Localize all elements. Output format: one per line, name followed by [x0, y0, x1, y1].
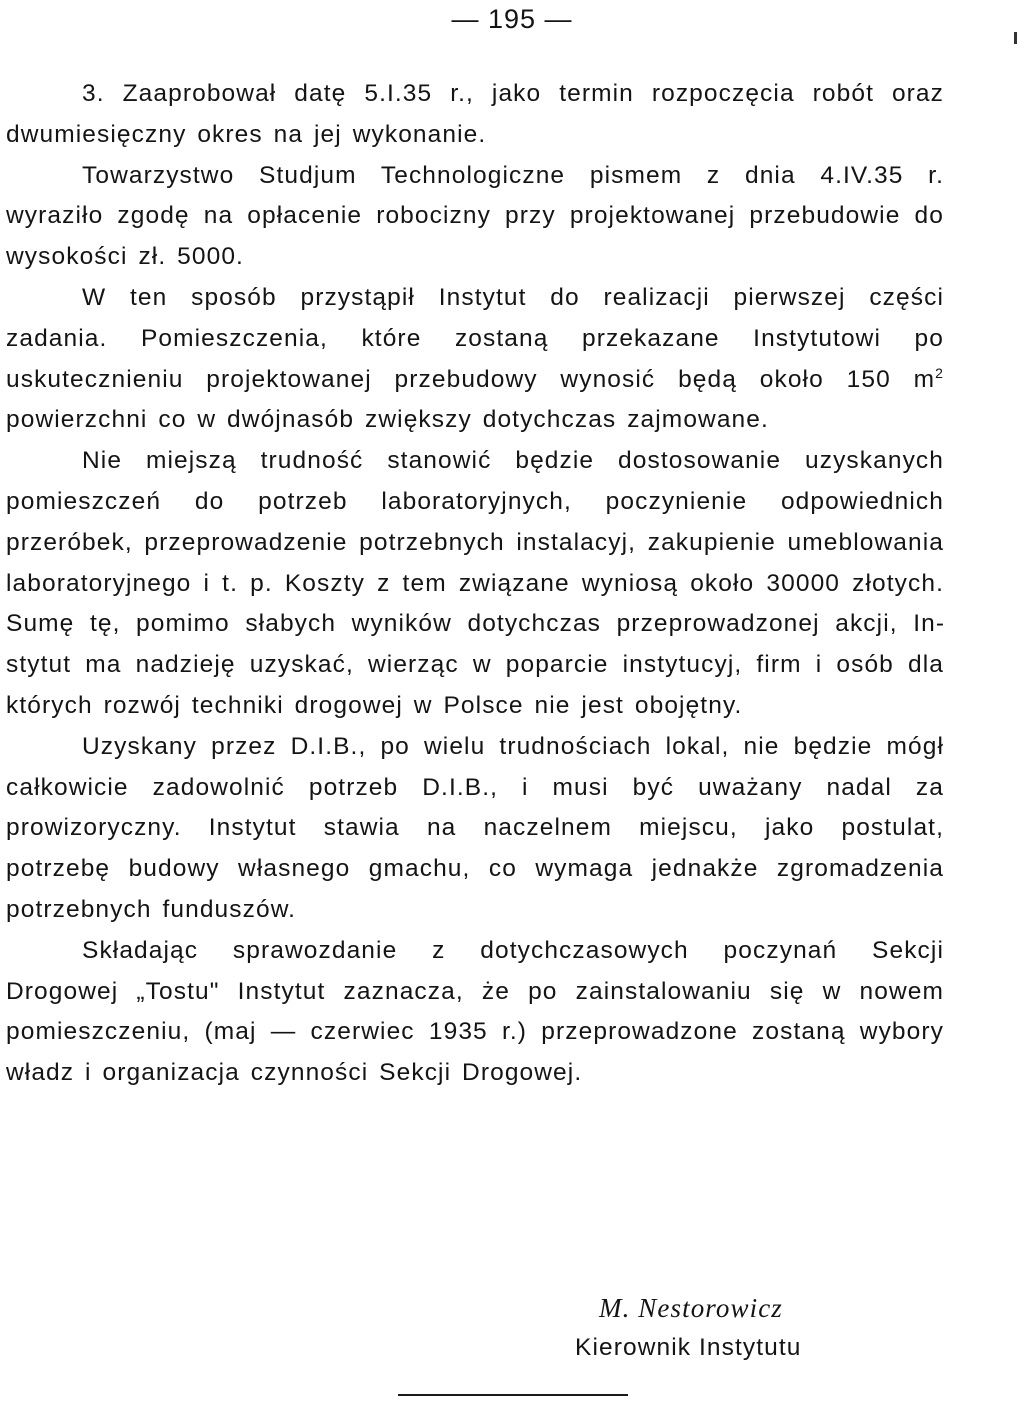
- signature-name: M. Nestorowicz: [599, 1293, 783, 1323]
- page-number: — 195 —: [451, 4, 573, 34]
- body-text: [6, 74, 944, 1094]
- paragraph-labor-funding: Towarzystwo Studjum Technologiczne pismem z dnia 4.IV.35 r. wyraziło zgodę na opłacenie robocizny przy projektowanej przebudowie do wysokości zł. 5000.: [6, 161, 944, 271]
- edge-mark: [1014, 32, 1017, 44]
- paragraph-premises: [6, 278, 944, 441]
- signature-title: Kierownik Instytutu: [575, 1334, 802, 1361]
- superscript-two: 2: [935, 364, 944, 381]
- paragraph-costs: Nie miejszą trudność stanowić będzie dostosowanie uzyskanych pomieszczeń do potrzeb laboratoryjnych, poczynienie odpowiednich przeróbek, przeprowadzenie potrzebnych instalacyj, zakupienie umeblowania laboratoryjnego i t. p. Koszty z tem związane wyniosą około 30000 złotych. Sumę tę, pomimo słabych wyników dotychczas przeprowadzonej akcji, Instytut ma nadzieję uzyskać, wierząc w poparcie instytucyj, firm i osób dla których rozwój techniki drogowej w Polsce nie jest obojętny.: [6, 447, 944, 719]
- paragraph-building: Uzyskany przez D.I.B., po wielu trudnościach lokal, nie będzie mógł całkowicie zadowolnić potrzeb D.I.B., i musi być uważany nadal za prowizoryczny. Instytut stawia na naczelnem miejscu, jako postulat, potrzebę budowy własnego gmachu, co wymaga jednakże zgromadzenia potrzebnych funduszów.: [6, 732, 944, 923]
- paragraph-approval: 3. Zaaprobował datę 5.I.35 r., jako termin rozpoczęcia robót oraz dwumiesięczny okres na jej wykonanie.: [6, 80, 944, 148]
- paragraph-report: Składając sprawozdanie z dotychczasowych poczynań Sekcji Drogowej „Tostu" Instytut zaznacza, że po zainstalowaniu się w nowem pomieszczeniu, (maj — czerwiec 1935 r.) przeprowadzone zostaną wybory władz i organizacja czynności Sekcji Drogowej.: [6, 936, 944, 1087]
- paragraph-premises-text: W ten sposób przystąpił Instytut do realizacji pierwszej części zadania. Pomieszczenia, które zostaną przekazane Instytutowi po uskutecznieniu projektowanej przebudowy wynosić będą około 150 m: [6, 283, 944, 393]
- signature-block: [575, 1288, 995, 1368]
- paragraph-premises-text-end: powierzchni co w dwójnasób zwiększy dotychczas zajmowane.: [6, 406, 769, 434]
- end-rule: [398, 1394, 628, 1396]
